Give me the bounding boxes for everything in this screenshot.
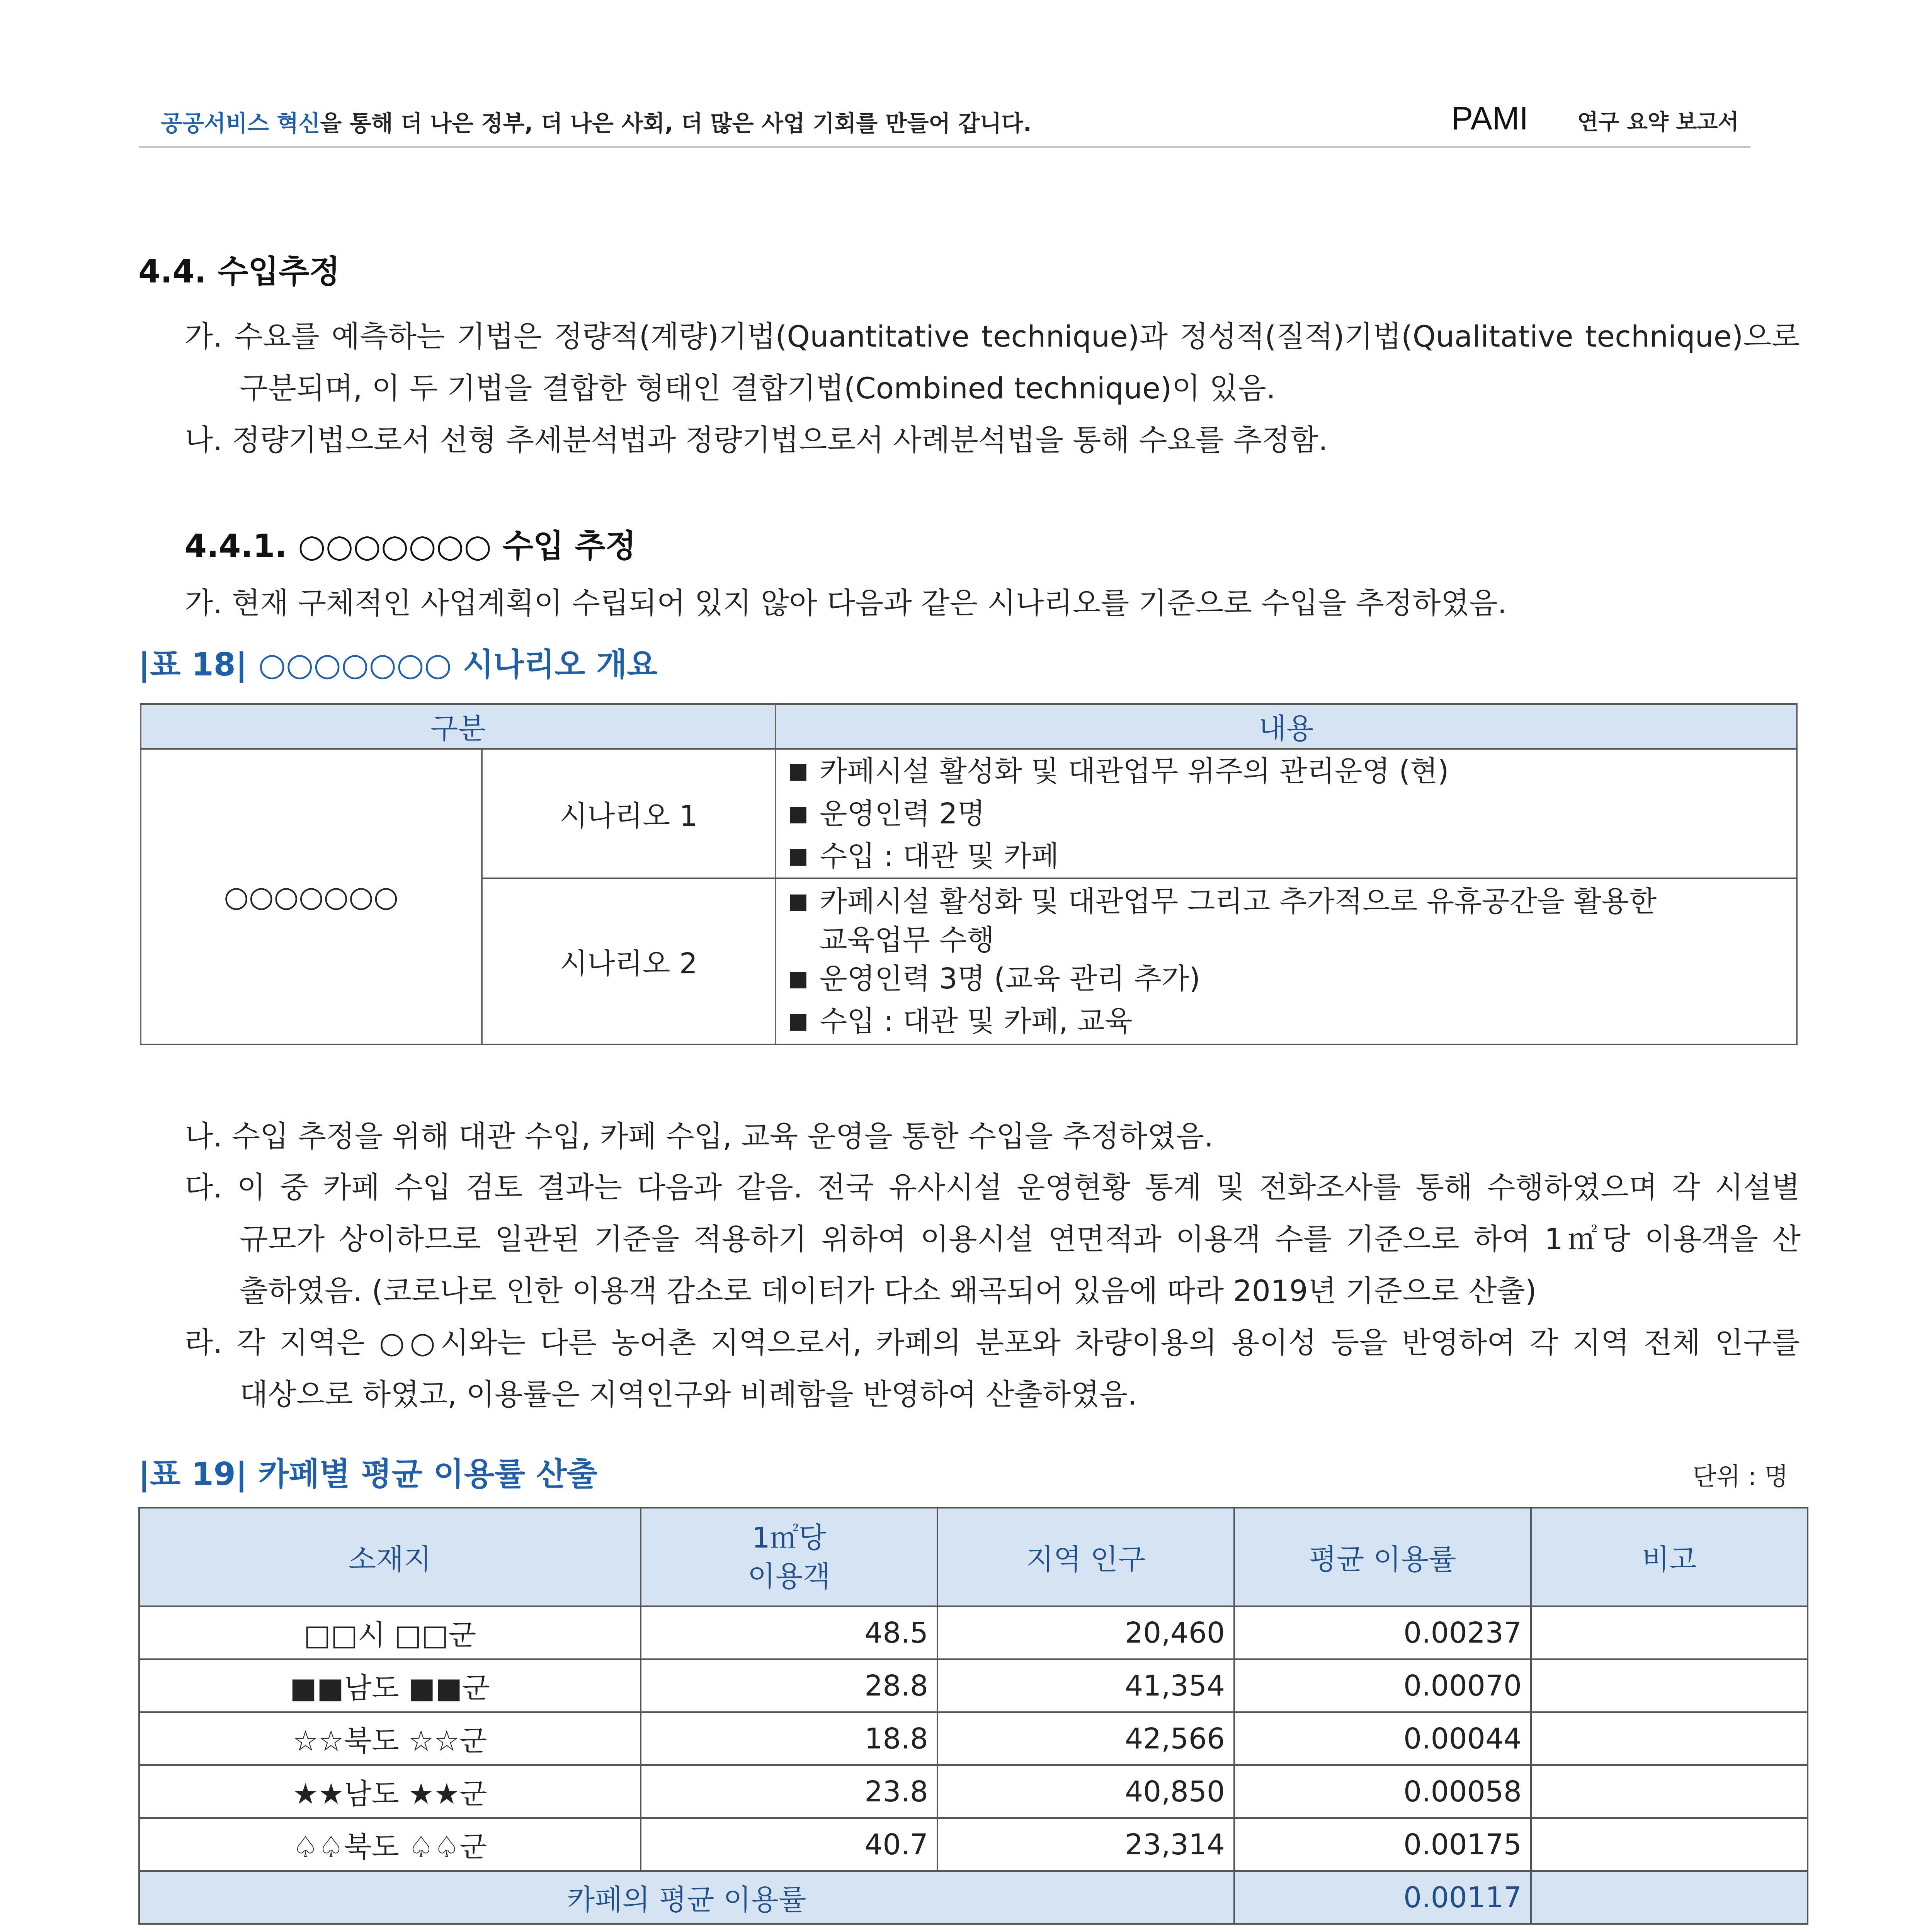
table18-scenario1-content (776, 749, 1797, 878)
section-title-4-4: 4.4. 수입추정 (138, 253, 340, 290)
table19-cell-rate: 0.00175 (1234, 1818, 1531, 1871)
para-mid-da-line2: 규모가 상이하므로 일관된 기준을 적용하기 위하여 이용시설 연면적과 이용객 수를 기준으로 하여 1㎡당 이용객을 산 (240, 1222, 1801, 1256)
table19-cell-rate: 0.00237 (1234, 1606, 1531, 1659)
para-mid-da-line3: 출하였음. (코로나로 인한 이용객 감소로 데이터가 다소 왜곡되어 있음에 따라 2019년 기준으로 산출) (240, 1274, 1537, 1308)
header-divider (139, 146, 1750, 148)
table19-header-per-m2 (641, 1508, 937, 1606)
para-mid-ra-line1: 라. 각 지역은 ○○시와는 다른 농어촌 지역으로서, 카페의 분포와 차량이용의 용이성 등을 반영하여 각 지역 전체 인구를 (185, 1325, 1800, 1360)
table18-scenario1-name: 시나리오 1 (482, 749, 776, 878)
table19-average-row (139, 1871, 1808, 1924)
table19-header-per-m2-line1: 1㎡당 (752, 1521, 827, 1554)
para-mid-da-line1: 다. 이 중 카페 수입 검토 결과는 다음과 같음. 전국 유사시설 운영현황 통계 및 전화조사를 통해 수행하였으며 각 시설별 (185, 1170, 1800, 1204)
table19-cell-location: ★★남도 ★★군 (139, 1765, 641, 1818)
header-slogan (161, 105, 1032, 138)
table19-cell-note (1531, 1659, 1808, 1712)
header-brand: PAMI (1451, 100, 1529, 136)
table19-cell-population: 23,314 (937, 1818, 1234, 1871)
section-title-4-4-1: 4.4.1. ○○○○○○○ 수입 추정 (185, 528, 636, 565)
table18-caption: |표 18| ○○○○○○○ 시나리오 개요 (138, 646, 658, 683)
table19-average-label: 카페의 평균 이용률 (139, 1871, 1234, 1924)
table19-cell-population: 41,354 (937, 1659, 1234, 1712)
table19-cell-per-m2: 23.8 (641, 1765, 937, 1818)
table19-cell-location: ♤♤북도 ♤♤군 (139, 1818, 641, 1871)
header-slogan-rest: 을 통해 더 나은 정부, 더 나은 사회, 더 많은 사업 기회를 만들어 갑니다. (320, 110, 1032, 136)
table19-cell-per-m2: 48.5 (641, 1606, 937, 1659)
table-row (139, 1818, 1808, 1871)
table-row (139, 1765, 1808, 1818)
table19-cell-population: 20,460 (937, 1606, 1234, 1659)
table18-header-category: 구분 (141, 704, 776, 749)
table19-header-rate: 평균 이용률 (1234, 1508, 1531, 1606)
table19-cell-note (1531, 1765, 1808, 1818)
para-mid-ra-line2: 대상으로 하였고, 이용률은 지역인구와 비례함을 반영하여 산출하였음. (240, 1377, 1137, 1412)
table19-header-per-m2-line2: 이용객 (747, 1560, 831, 1593)
para-441-ga: 가. 현재 구체적인 사업계획이 수립되어 있지 않아 다음과 같은 시나리오를 기준으로 수입을 추정하였음. (185, 586, 1507, 620)
table19-cell-rate: 0.00044 (1234, 1712, 1531, 1765)
list-item: ■ 운영인력 3명 (교육 관리 추가) (785, 957, 1788, 1000)
table18-header-content: 내용 (776, 704, 1797, 749)
list-item: ■ 운영인력 2명 (785, 793, 1788, 835)
table19-cell-population: 40,850 (937, 1765, 1234, 1818)
table18-scenario2-content (776, 878, 1797, 1044)
para-ga-line1: 가. 수요를 예측하는 기법은 정량적(계량)기법(Quantitative technique)과 정성적(질적)기법(Qualitative technique)으로 (185, 319, 1800, 354)
list-item (785, 880, 1788, 957)
table19-average-value: 0.00117 (1234, 1871, 1531, 1924)
table19-cell-location: □□시 □□군 (139, 1606, 641, 1659)
table19-unit: 단위 : 명 (1692, 1463, 1788, 1491)
table19-average-note (1531, 1871, 1808, 1924)
header-slogan-highlight: 공공서비스 혁신 (161, 110, 320, 136)
table19-cell-location: ■■남도 ■■군 (139, 1659, 641, 1712)
table19-cell-note (1531, 1712, 1808, 1765)
table19-header-note: 비고 (1531, 1508, 1808, 1606)
list-item: ■ 수입 : 대관 및 카페 (785, 835, 1788, 878)
table18 (140, 703, 1798, 1045)
table19-cell-note (1531, 1818, 1808, 1871)
table18-facility: ○○○○○○○ (141, 749, 482, 1044)
table19-cell-rate: 0.00058 (1234, 1765, 1531, 1818)
list-item-continuation: 교육업무 수행 (820, 923, 995, 957)
table19-cell-location: ☆☆북도 ☆☆군 (139, 1712, 641, 1765)
table-row (139, 1712, 1808, 1765)
table19 (138, 1507, 1808, 1925)
table19-cell-per-m2: 18.8 (641, 1712, 937, 1765)
para-ga-line2: 구분되며, 이 두 기법을 결합한 형태인 결합기법(Combined technique)이 있음. (240, 371, 1276, 405)
table-row (139, 1659, 1808, 1712)
list-item: ■ 수입 : 대관 및 카페, 교육 (785, 1000, 1788, 1043)
table19-cell-per-m2: 28.8 (641, 1659, 937, 1712)
table19-caption: |표 19| 카페별 평균 이용률 산출 (138, 1456, 598, 1493)
table18-scenario2-name: 시나리오 2 (482, 878, 776, 1044)
table19-header-population: 지역 인구 (937, 1508, 1234, 1606)
table19-cell-population: 42,566 (937, 1712, 1234, 1765)
header-doc-type: 연구 요약 보고서 (1577, 110, 1739, 135)
table19-header-location: 소재지 (139, 1508, 641, 1606)
para-na: 나. 정량기법으로서 선형 추세분석법과 정량기법으로서 사례분석법을 통해 수요를 추정함. (185, 423, 1328, 457)
table19-cell-per-m2: 40.7 (641, 1818, 937, 1871)
table19-cell-rate: 0.00070 (1234, 1659, 1531, 1712)
table19-cell-note (1531, 1606, 1808, 1659)
table-row (139, 1606, 1808, 1659)
list-item: ■ 카페시설 활성화 및 대관업무 위주의 관리운영 (현) (785, 750, 1788, 793)
para-mid-na: 나. 수입 추정을 위해 대관 수입, 카페 수입, 교육 운영을 통한 수입을 추정하였음. (185, 1119, 1214, 1153)
list-item-text: 카페시설 활성화 및 대관업무 그리고 추가적으로 유휴공간을 활용한 (820, 885, 1657, 918)
